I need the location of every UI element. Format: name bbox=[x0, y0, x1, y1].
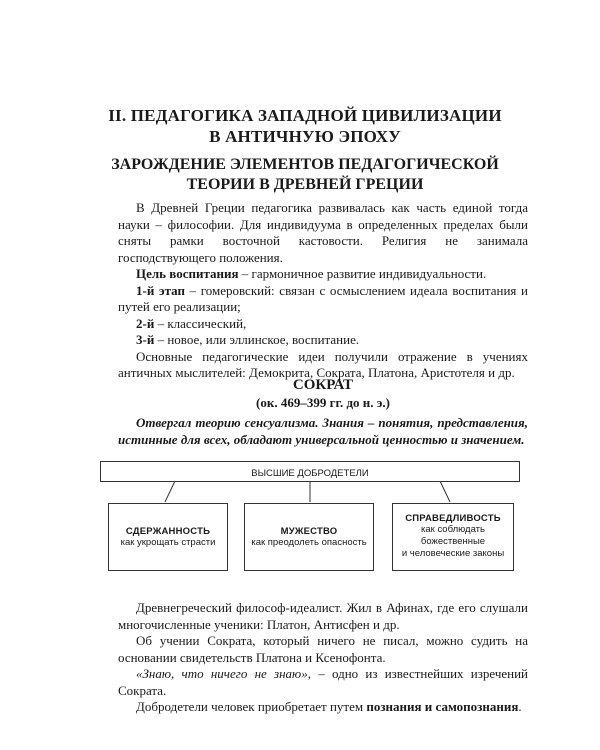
stage-2-label: 2-й bbox=[136, 315, 155, 331]
courage-sub: как преодолеть опасность bbox=[251, 537, 367, 548]
justice-title: СПРАВЕДЛИВОСТЬ bbox=[405, 513, 501, 524]
diagram-box-courage bbox=[244, 503, 374, 571]
bio-paragraph: Древнегреческий философ-идеалист. Жил в Афинах, где его слушали многочисленные ученики: Платон, Антисфен и др. bbox=[118, 600, 528, 632]
virtue-text: Добродетели человек приобретает путем bbox=[136, 699, 367, 714]
teaching-paragraph: Об учении Сократа, который ничего не писал, можно судить на основании свидетельств Платона и Ксенофонта. bbox=[118, 633, 528, 665]
virtue-paragraph bbox=[118, 699, 528, 716]
bio-block bbox=[118, 600, 528, 716]
virtue-bold: познания и самопознания bbox=[366, 699, 519, 714]
courage-title: МУЖЕСТВО bbox=[280, 526, 338, 537]
section-title-line-1: ЗАРОЖДЕНИЕ ЭЛЕМЕНТОВ ПЕДАГОГИЧЕСКОЙ bbox=[111, 156, 499, 173]
connector-right bbox=[440, 481, 450, 502]
diagram-box-justice bbox=[392, 503, 514, 571]
connector-left bbox=[165, 481, 175, 502]
diagram-top-box bbox=[100, 461, 520, 482]
stage-2-text: – классический, bbox=[154, 315, 247, 331]
section-title-line-2: ТЕОРИИ В ДРЕВНЕЙ ГРЕЦИИ bbox=[186, 176, 424, 193]
diagram-top-label: ВЫСШИЕ ДОБРОДЕТЕЛИ bbox=[251, 468, 369, 479]
stage-1-label: 1-й этап bbox=[136, 282, 185, 298]
diagram-box-restraint bbox=[108, 503, 228, 571]
socrates-dates: (ок. 469–399 гг. до н. э.) bbox=[256, 395, 390, 410]
ideas-paragraph: Основные педагогические идеи получили отражение в учениях античных мыслителей: Демокрита, Сократа, Платона, Аристотеля и др. bbox=[118, 348, 528, 380]
quote-paragraph bbox=[118, 666, 528, 699]
goal-text: – гармоничное развитие индивидуальности. bbox=[238, 266, 487, 281]
restraint-title: СДЕРЖАННОСТЬ bbox=[125, 526, 211, 537]
quote-italic: «Знаю, что ничего не знаю» bbox=[136, 666, 308, 681]
virtue-end: . bbox=[518, 699, 522, 714]
socrates-name: СОКРАТ bbox=[292, 377, 354, 393]
justice-sub-3: и человеческие законы bbox=[401, 548, 505, 559]
justice-sub-1: как соблюдать bbox=[421, 524, 485, 535]
socrates-thesis: Отвергал теорию сенсуализма. Знания – понятия, представления, истинные для всех, обладают универсальной ценностью и значением. bbox=[118, 415, 528, 447]
restraint-sub: как укрощать страсти bbox=[120, 537, 216, 548]
intro-paragraph: В Древней Греции педагогика развивалась как часть единой тогда науки – философии. Для индивидуума в определенных пределах были сняты рамки восточной кастовости. Религия не занимала господствующего положения. bbox=[118, 200, 528, 265]
justice-sub-2: божественные bbox=[420, 536, 486, 547]
chapter-title-line-2: В АНТИЧНУЮ ЭПОХУ bbox=[209, 127, 401, 146]
stage-1-text: – гомеровский: связан с осмыслением идеала воспитания и путей его реализации; bbox=[118, 282, 528, 314]
stage-3-text: – новое, или эллинское, воспитание. bbox=[154, 332, 360, 347]
stage-3-label: 3-й bbox=[136, 332, 155, 347]
quote-text: , – одно из известнейших изречений Сократа. bbox=[118, 666, 529, 698]
chapter-title-line-1: II. ПЕДАГОГИКА ЗАПАДНОЙ ЦИВИЛИЗАЦИИ bbox=[108, 106, 502, 125]
goal-label: Цель воспитания bbox=[136, 266, 239, 281]
